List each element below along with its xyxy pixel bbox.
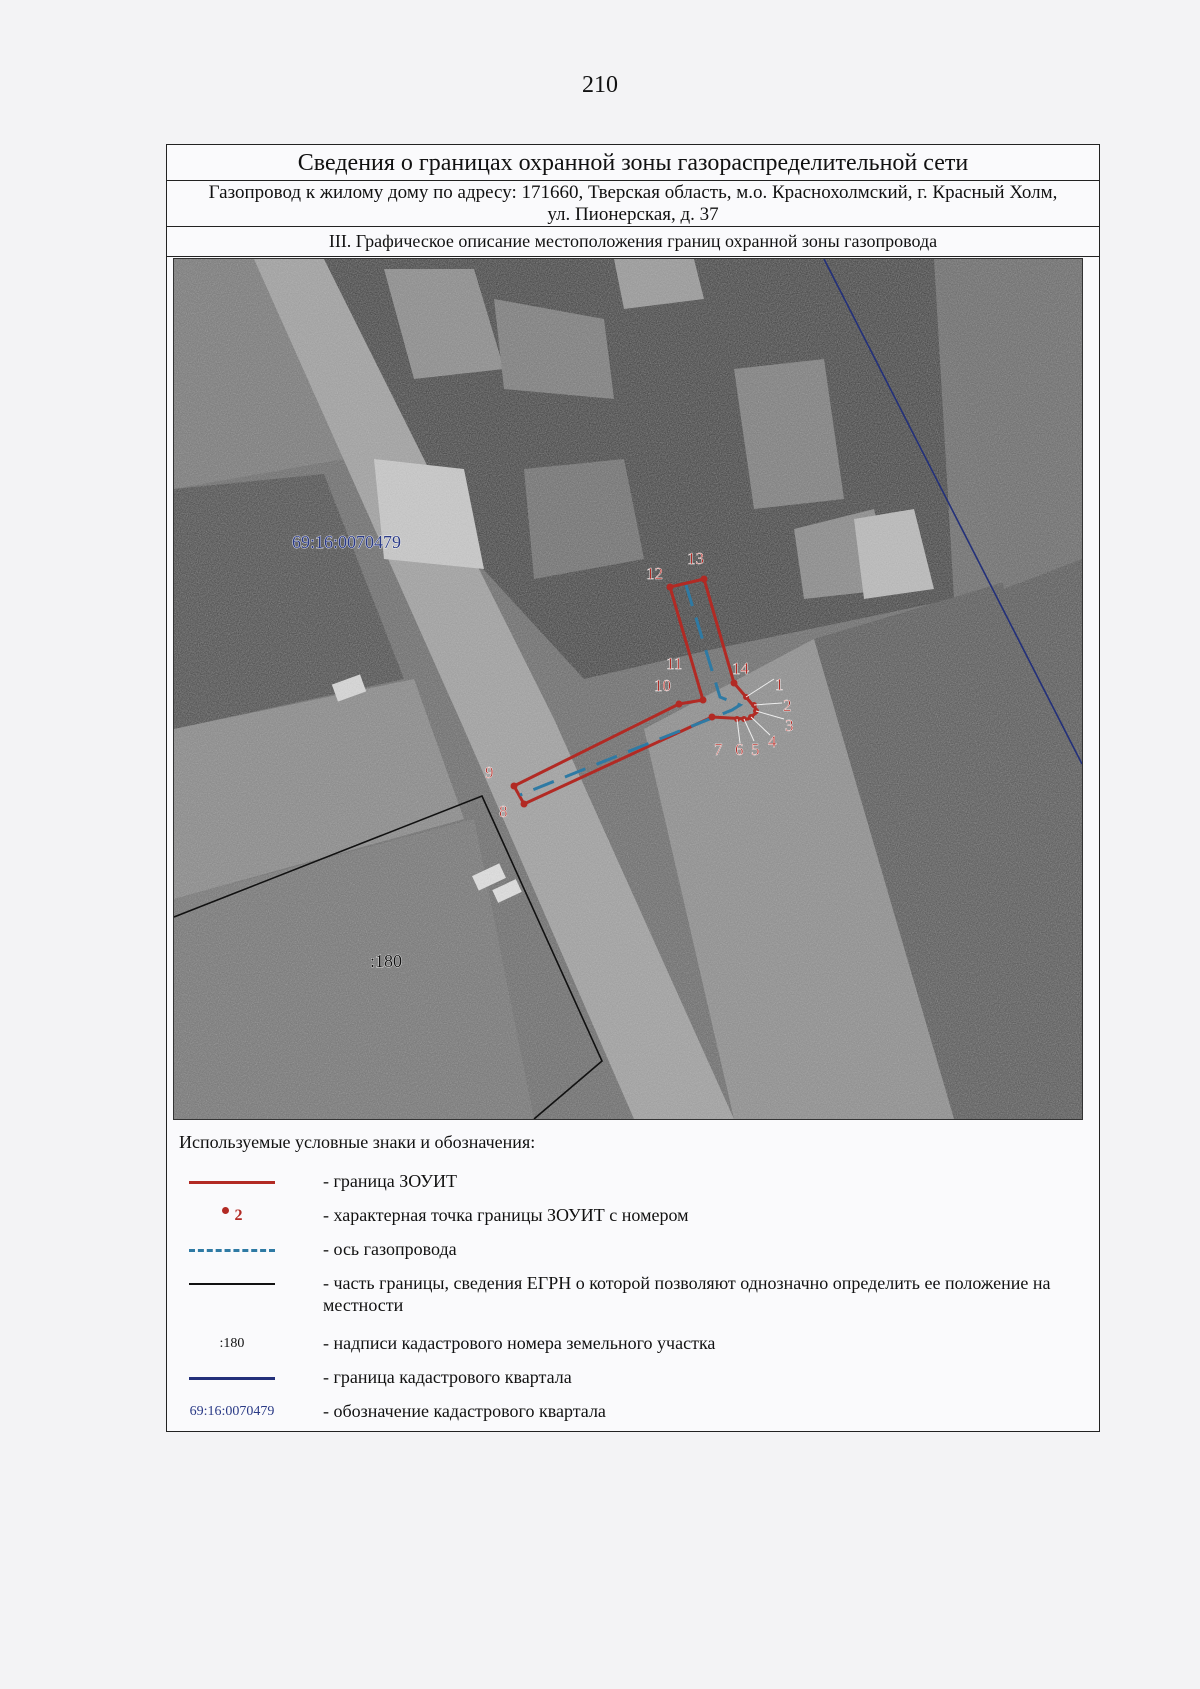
sheet-title: Сведения о границах охранной зоны газораспределительной сети [167, 145, 1099, 181]
point-label: 10 [654, 676, 671, 695]
dashed-line-symbol [189, 1249, 275, 1252]
zone-point-14 [731, 680, 738, 687]
zone-point-13 [701, 576, 708, 583]
red-line-symbol [189, 1181, 275, 1184]
point-label: 13 [687, 549, 704, 568]
zone-point-10 [676, 701, 683, 708]
dark-blue-line-symbol [189, 1377, 275, 1380]
point-label: 11 [666, 654, 683, 673]
point-label: 1 [775, 675, 784, 694]
quarter-label: 69:16:0070479 [292, 532, 402, 552]
zone-point-8 [521, 801, 528, 808]
object-description [167, 181, 1099, 227]
point-label: 9 [485, 763, 494, 782]
point-label: 6 [735, 740, 744, 759]
map-canvas [174, 259, 1082, 1119]
aerial-photo [174, 259, 1082, 1119]
point-label: 2 [783, 696, 792, 715]
zone-point-9 [511, 783, 518, 790]
red-point-symbol: 2 [187, 1204, 277, 1228]
black-line-symbol [189, 1283, 275, 1285]
object-line-2: ул. Пионерская, д. 37 [547, 204, 719, 225]
point-label: 8 [499, 802, 508, 821]
quarter-label-symbol: 69:16:0070479 [189, 1404, 275, 1419]
object-line-1: Газопровод к жилому дому по адресу: 171660, Тверская область, м.о. Краснохолмский, г. Красный Холм, [208, 182, 1058, 203]
page-number: 210 [582, 72, 618, 98]
cadastral-sheet: Сведения о границах охранной зоны газораспределительной сети Газопровод к жилому дому по адресу: 171660, Тверская область, м.о. Краснохолмский, г. Красный Холм, ул. Пионерская, д. 37 III. Графическое описание местоположения границ охранной зоны газопровода 12 13 14 1 2 3 4 5 6 7 8 9 10 11 69:16:0070479 :180 Используемые условные знаки и обозначения: - граница ЗОУИТ 2 - характерная точка границы ЗОУИТ с номером - ось газопровода - часть границы, сведения ЕГРН о которой позволяют однозначно определить ее положение на местности :180 - надписи кадастрового номера земельного участка - граница кадастрового квартала 69:16:0070479 - обозначение кадастрового квартала [166, 144, 1100, 1432]
point-label: 3 [785, 716, 794, 735]
zone-point-12 [667, 584, 674, 591]
aerial-map[interactable] [173, 258, 1083, 1120]
parcel-label-symbol: :180 [219, 1336, 245, 1351]
zone-point-11 [700, 697, 707, 704]
point-label: 4 [768, 732, 777, 751]
legend-title: Используемые условные знаки и обозначения: [179, 1132, 536, 1152]
point-label: 5 [751, 740, 760, 759]
parcel-label: :180 [370, 951, 403, 971]
zone-point-7 [709, 714, 716, 721]
point-label: 12 [646, 564, 663, 583]
point-label: 7 [714, 740, 723, 759]
point-label: 14 [732, 659, 749, 678]
section-heading: III. Графическое описание местоположения границ охранной зоны газопровода [167, 227, 1099, 257]
